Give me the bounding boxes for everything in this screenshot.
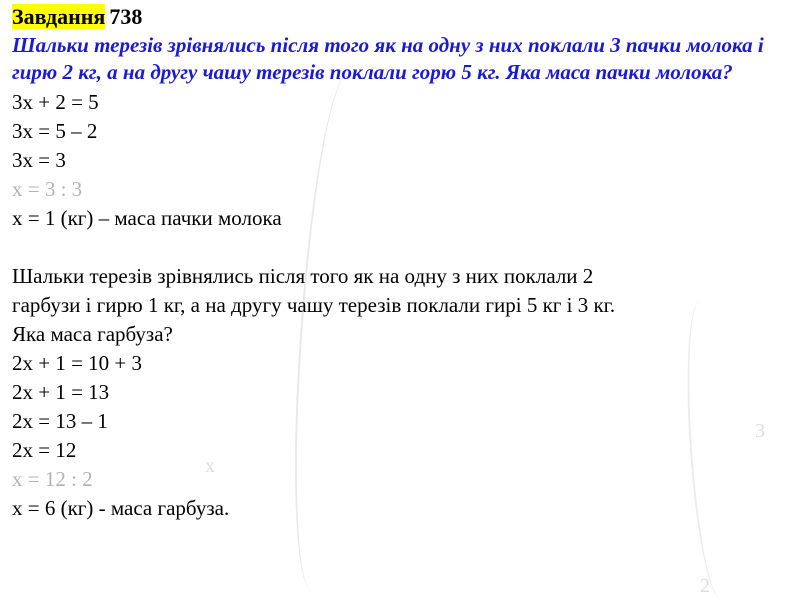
solution-2-line-3: 2х = 13 – 1 [12, 409, 108, 433]
solution-2-line-6: х = 6 (кг) - маса гарбуза. [12, 496, 230, 520]
scan-artifact-mark-1: х [205, 455, 215, 477]
problem-statement-2-line-1: Шальки терезів зрівнялись після того як на одну з них поклали 2 [12, 264, 594, 288]
solution-1-line-3: 3х = 3 [12, 148, 66, 172]
solution-1-line-4: х = 3 : 3 [12, 177, 83, 201]
task-label: Завдання [12, 4, 106, 29]
page-title [12, 4, 804, 30]
scan-artifact-mark-3: 3 [755, 420, 765, 442]
solution-2-line-2: 2х + 1 = 13 [12, 380, 110, 404]
problem-statement-2-line-2: гарбузи і гирю 1 кг, а на другу чашу терезів поклали гирі 5 кг і 3 кг. [12, 293, 616, 317]
solution-1-line-1: 3х + 2 = 5 [12, 90, 99, 114]
task-number: 738 [109, 4, 143, 29]
problem-statement-1: Шальки терезів зрівнялись після того як на одну з них поклали 3 пачки молока і гирю 2 кг, а на другу чашу терезів поклали горю 5 кг. Яка маса пачки молока? [12, 33, 764, 84]
problem-statement-2-line-3: Яка маса гарбуза? [12, 322, 173, 346]
solution-1-line-5: х = 1 (кг) – маса пачки молока [12, 206, 282, 230]
scan-artifact-mark-2: 2 [700, 575, 710, 597]
solution-2-line-1: 2х + 1 = 10 + 3 [12, 351, 143, 375]
paragraph-spacer [12, 233, 804, 262]
solution-2-line-5: х = 12 : 2 [12, 467, 93, 491]
solution-2-line-4: 2х = 12 [12, 438, 77, 462]
solution-1-line-2: 3х = 5 – 2 [12, 119, 98, 143]
